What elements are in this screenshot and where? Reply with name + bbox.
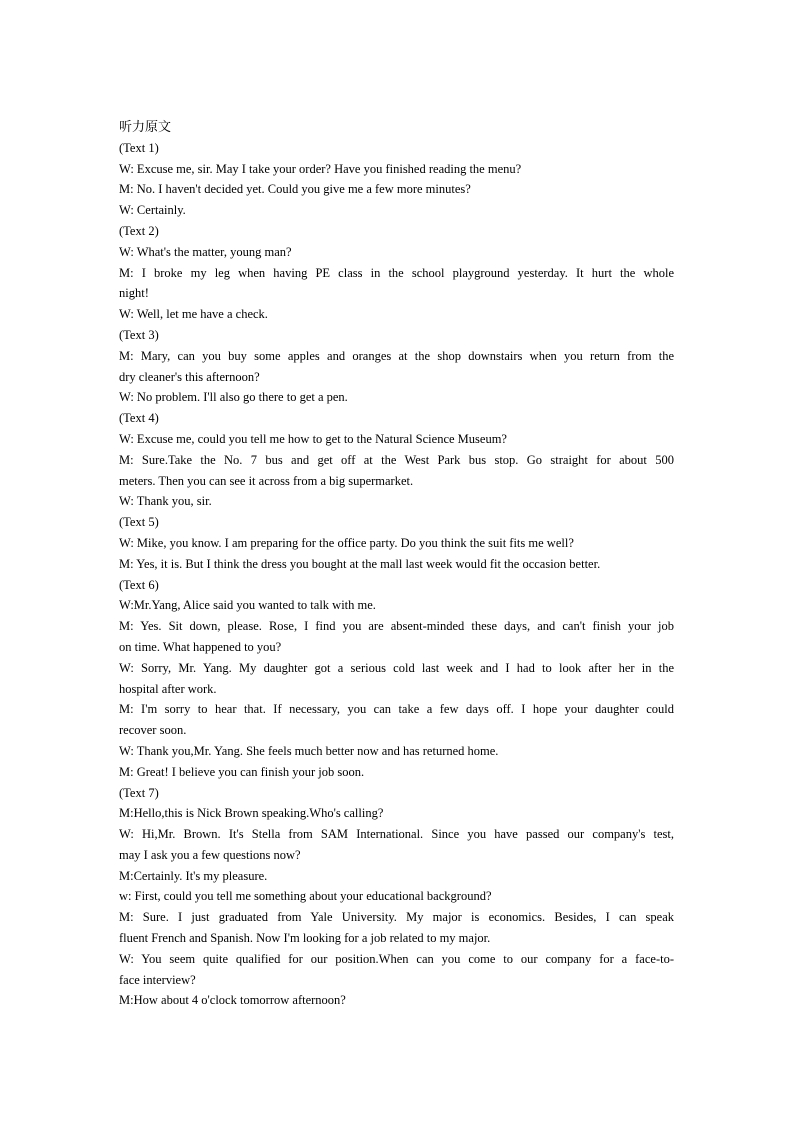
- dialogue-line: hospital after work.: [119, 681, 217, 696]
- dialogue-turn: [119, 159, 674, 180]
- dialogue-turn: [119, 450, 674, 492]
- dialogue-turn: [119, 304, 674, 325]
- dialogue-line: M: Yes, it is. But I think the dress you bought at the mall last week would fit the occasion better.: [119, 556, 601, 571]
- section-label: (Text 1): [119, 140, 159, 155]
- text-section: [119, 138, 674, 221]
- dialogue-line: fluent French and Spanish. Now I'm looking for a job related to my major.: [119, 931, 491, 946]
- dialogue-turn: [119, 907, 674, 949]
- dialogue-line: W: Hi,Mr. Brown. It's Stella from SAM International. Since you have passed our company's test,: [119, 827, 674, 842]
- dialogue-line: night!: [119, 286, 149, 301]
- dialogue-turn: [119, 200, 674, 221]
- dialogue-line: W: Well, let me have a check.: [119, 307, 268, 322]
- dialogue-line: W: Thank you, sir.: [119, 494, 212, 509]
- dialogue-turn: [119, 179, 674, 200]
- dialogue-turn: [119, 803, 674, 824]
- dialogue-turn: [119, 429, 674, 450]
- dialogue-turn: [119, 263, 674, 305]
- dialogue-line: M: Sure. I just graduated from Yale University. My major is economics. Besides, I can speak: [119, 910, 674, 925]
- dialogue-line: on time. What happened to you?: [119, 639, 282, 654]
- text-section: [119, 221, 674, 325]
- dialogue-line: M:Certainly. It's my pleasure.: [119, 868, 268, 883]
- transcript-body: [119, 138, 674, 1011]
- dialogue-line: W: Sorry, Mr. Yang. My daughter got a serious cold last week and I had to look after her in the: [119, 660, 674, 675]
- section-label: (Text 7): [119, 785, 159, 800]
- text-section: [119, 575, 674, 783]
- dialogue-line: face interview?: [119, 972, 196, 987]
- dialogue-line: W: Certainly.: [119, 203, 186, 218]
- dialogue-line: W: Excuse me, could you tell me how to get to the Natural Science Museum?: [119, 431, 507, 446]
- dialogue-line: W:Mr.Yang, Alice said you wanted to talk with me.: [119, 598, 376, 613]
- dialogue-turn: [119, 990, 674, 1011]
- dialogue-turn: [119, 949, 674, 991]
- dialogue-line: W: Mike, you know. I am preparing for the office party. Do you think the suit fits me well?: [119, 535, 574, 550]
- dialogue-line: W: Excuse me, sir. May I take your order? Have you finished reading the menu?: [119, 161, 522, 176]
- dialogue-turn: [119, 533, 674, 554]
- dialogue-line: W: Thank you,Mr. Yang. She feels much better now and has returned home.: [119, 743, 499, 758]
- section-label: (Text 5): [119, 515, 159, 530]
- dialogue-turn: [119, 658, 674, 700]
- section-label: (Text 6): [119, 577, 159, 592]
- dialogue-turn: [119, 699, 674, 741]
- dialogue-line: M: Yes. Sit down, please. Rose, I find you are absent-minded these days, and can't finish your job: [119, 619, 674, 634]
- dialogue-turn: [119, 491, 674, 512]
- dialogue-line: W: What's the matter, young man?: [119, 244, 292, 259]
- dialogue-turn: [119, 242, 674, 263]
- dialogue-line: meters. Then you can see it across from a big supermarket.: [119, 473, 414, 488]
- text-section: [119, 325, 674, 408]
- dialogue-turn: [119, 741, 674, 762]
- dialogue-turn: [119, 866, 674, 887]
- dialogue-turn: [119, 387, 674, 408]
- listening-transcript: [119, 117, 674, 1011]
- dialogue-line: M: Sure.Take the No. 7 bus and get off at the West Park bus stop. Go straight for about 500: [119, 452, 674, 467]
- dialogue-line: recover soon.: [119, 723, 187, 738]
- dialogue-turn: [119, 595, 674, 616]
- dialogue-line: W: You seem quite qualified for our position.When can you come to our company for a face-to-: [119, 951, 674, 966]
- dialogue-line: W: No problem. I'll also go there to get a pen.: [119, 390, 348, 405]
- dialogue-line: w: First, could you tell me something about your educational background?: [119, 889, 492, 904]
- text-section: [119, 512, 674, 574]
- section-label: (Text 4): [119, 411, 159, 426]
- dialogue-turn: [119, 554, 674, 575]
- section-label: (Text 3): [119, 327, 159, 342]
- dialogue-turn: [119, 616, 674, 658]
- dialogue-turn: [119, 886, 674, 907]
- dialogue-line: M: No. I haven't decided yet. Could you give me a few more minutes?: [119, 182, 471, 197]
- page-title: 听力原文: [119, 119, 172, 134]
- dialogue-turn: [119, 824, 674, 866]
- dialogue-line: may I ask you a few questions now?: [119, 847, 301, 862]
- text-section: [119, 408, 674, 512]
- dialogue-turn: [119, 346, 674, 388]
- dialogue-line: dry cleaner's this afternoon?: [119, 369, 260, 384]
- section-label: (Text 2): [119, 223, 159, 238]
- dialogue-line: M: I'm sorry to hear that. If necessary, you can take a few days off. I hope your daughter could: [119, 702, 674, 717]
- dialogue-turn: [119, 762, 674, 783]
- dialogue-line: M: Great! I believe you can finish your job soon.: [119, 764, 365, 779]
- text-section: [119, 783, 674, 1012]
- dialogue-line: M: I broke my leg when having PE class in the school playground yesterday. It hurt the whole: [119, 265, 674, 280]
- dialogue-line: M:How about 4 o'clock tomorrow afternoon?: [119, 993, 346, 1008]
- dialogue-line: M: Mary, can you buy some apples and oranges at the shop downstairs when you return from the: [119, 348, 674, 363]
- dialogue-line: M:Hello,this is Nick Brown speaking.Who's calling?: [119, 806, 384, 821]
